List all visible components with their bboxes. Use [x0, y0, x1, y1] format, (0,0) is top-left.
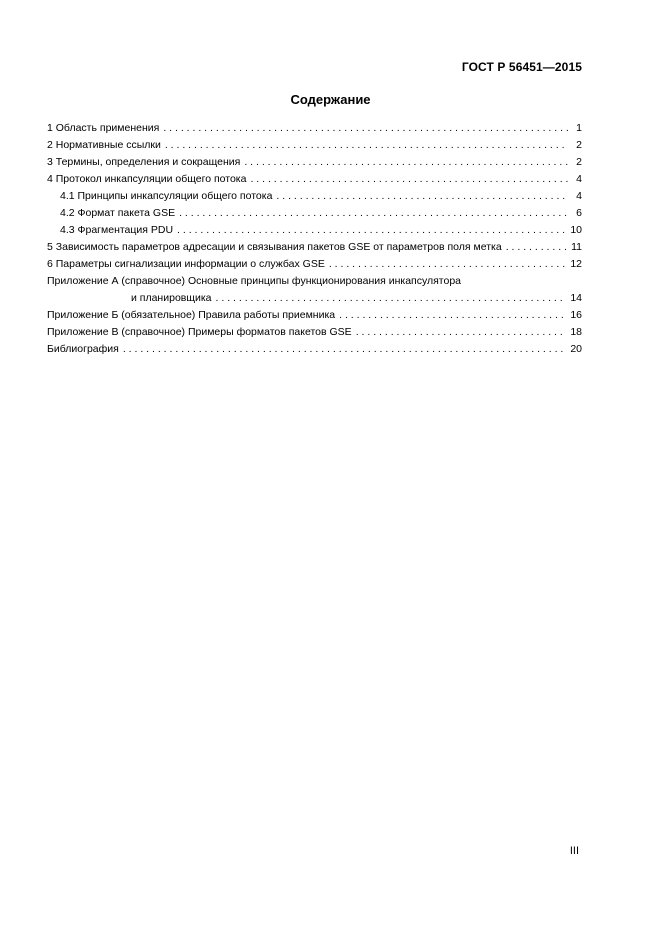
toc-entry-text-continued: и планировщика	[131, 292, 212, 304]
toc-entry-4-1[interactable]	[47, 188, 582, 205]
toc-entry-text: 3 Термины, определения и сокращения	[47, 156, 241, 168]
leader-dots	[356, 324, 567, 341]
leader-dots	[179, 205, 568, 222]
toc-entry-bibliography[interactable]	[47, 341, 582, 358]
toc-page-number: 2	[576, 156, 582, 168]
toc-page-number: 4	[576, 190, 582, 202]
toc-entry-text: Приложение В (справочное) Примеры форматов пакетов GSE	[47, 326, 352, 338]
leader-dots	[165, 137, 568, 154]
toc-entry-text: 6 Параметры сигнализации информации о службах GSE	[47, 258, 325, 270]
toc-page-number: 2	[576, 139, 582, 151]
toc-page-number: 16	[570, 309, 582, 321]
table-of-contents	[47, 120, 582, 358]
page-number-roman: III	[569, 845, 579, 857]
leader-dots	[216, 290, 567, 307]
document-code: ГОСТ Р 56451—2015	[461, 60, 582, 74]
toc-page-number: 11	[571, 241, 582, 253]
leader-dots	[506, 239, 567, 256]
toc-entry-text: Приложение А (справочное) Основные принципы функционирования инкапсулятора	[47, 275, 462, 287]
toc-page-number: 20	[570, 343, 582, 355]
leader-dots	[123, 341, 566, 358]
toc-page-number: 14	[570, 292, 582, 304]
toc-entry-1[interactable]	[47, 120, 582, 137]
leader-dots	[244, 154, 568, 171]
toc-entry-appendix-a-continued[interactable]	[47, 290, 582, 307]
toc-entry-5[interactable]	[47, 239, 582, 256]
leader-dots	[329, 256, 566, 273]
toc-entry-appendix-a[interactable]	[47, 273, 582, 290]
toc-entry-text: 2 Нормативные ссылки	[47, 139, 161, 151]
leader-dots	[250, 171, 568, 188]
toc-entry-text: 5 Зависимость параметров адресации и связывания пакетов GSE от параметров поля метка	[47, 241, 502, 253]
leader-dots	[163, 120, 568, 137]
toc-entry-text: 4.3 Фрагментация PDU	[60, 224, 174, 236]
toc-page-number: 18	[570, 326, 582, 338]
toc-page-number: 10	[570, 224, 582, 236]
toc-entry-appendix-c[interactable]	[47, 324, 582, 341]
leader-dots	[339, 307, 566, 324]
toc-entry-text: 1 Область применения	[47, 122, 160, 134]
toc-entry-text: Приложение Б (обязательное) Правила работы приемника	[47, 309, 336, 321]
toc-page-number: 1	[576, 122, 582, 134]
toc-entry-text: 4 Протокол инкапсуляции общего потока	[47, 173, 247, 185]
toc-entry-2[interactable]	[47, 137, 582, 154]
toc-entry-appendix-b[interactable]	[47, 307, 582, 324]
leader-dots	[276, 188, 568, 205]
toc-entry-4[interactable]	[47, 171, 582, 188]
toc-entry-4-2[interactable]	[47, 205, 582, 222]
toc-page-number: 6	[576, 207, 582, 219]
toc-page-number: 12	[570, 258, 582, 270]
leader-dots	[177, 222, 566, 239]
toc-entry-6[interactable]	[47, 256, 582, 273]
toc-title: Содержание	[290, 92, 371, 107]
toc-entry-4-3[interactable]	[47, 222, 582, 239]
toc-entry-text: 4.2 Формат пакета GSE	[60, 207, 176, 219]
toc-entry-text: Библиография	[47, 343, 119, 355]
toc-entry-text: 4.1 Принципы инкапсуляции общего потока	[60, 190, 273, 202]
toc-entry-3[interactable]	[47, 154, 582, 171]
toc-page-number: 4	[576, 173, 582, 185]
